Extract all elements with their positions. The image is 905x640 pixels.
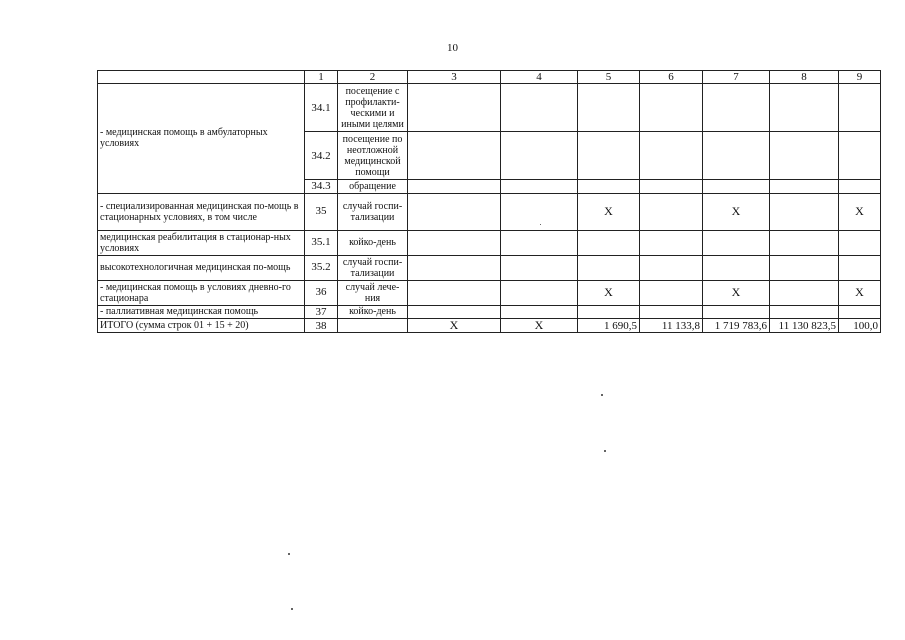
- cell-6: [640, 84, 703, 132]
- header-row: [98, 71, 881, 84]
- cell-7: [703, 84, 770, 132]
- cell-8: [770, 230, 839, 255]
- cell-4: [501, 84, 578, 132]
- cell-6: 11 133,8: [640, 318, 703, 332]
- cell-8: [770, 84, 839, 132]
- row-code: 35.2: [305, 255, 338, 280]
- scan-speck: [540, 224, 541, 225]
- cell-8: [770, 255, 839, 280]
- cell-7: [703, 180, 770, 193]
- row-label-total: ИТОГО (сумма строк 01 + 15 + 20): [98, 318, 305, 332]
- row-code: 36: [305, 280, 338, 305]
- table-row-38-total: [98, 318, 881, 332]
- cell-3: [408, 255, 501, 280]
- row-code: 38: [305, 318, 338, 332]
- row-code: 37: [305, 305, 338, 318]
- cell-9: [839, 255, 881, 280]
- header-cell-7: 7: [703, 71, 770, 84]
- scan-speck: [288, 553, 290, 555]
- header-cell-9: 9: [839, 71, 881, 84]
- cell-5: 1 690,5: [578, 318, 640, 332]
- table-row-35-1: [98, 230, 881, 255]
- cell-9: X: [839, 280, 881, 305]
- cell-6: [640, 305, 703, 318]
- table-row-36: [98, 280, 881, 305]
- row-code: 34.1: [305, 84, 338, 132]
- cell-9: [839, 305, 881, 318]
- cell-9: [839, 230, 881, 255]
- row-unit: случай лече-ния: [338, 280, 408, 305]
- cell-5: X: [578, 280, 640, 305]
- cell-5: X: [578, 193, 640, 230]
- cell-8: [770, 305, 839, 318]
- cell-4: [501, 180, 578, 193]
- table-row-35-2: [98, 255, 881, 280]
- header-cell-6: 6: [640, 71, 703, 84]
- cell-6: [640, 255, 703, 280]
- header-cell-1: 1: [305, 71, 338, 84]
- table-row-35: [98, 193, 881, 230]
- cell-6: [640, 180, 703, 193]
- cell-6: [640, 280, 703, 305]
- row-label: медицинская реабилитация в стационар-ных условиях: [98, 230, 305, 255]
- header-cell-3: 3: [408, 71, 501, 84]
- header-cell-8: 8: [770, 71, 839, 84]
- row-code: 35.1: [305, 230, 338, 255]
- cell-3: [408, 280, 501, 305]
- row-unit: койко-день: [338, 305, 408, 318]
- cell-9: [839, 180, 881, 193]
- scan-speck: [604, 450, 606, 452]
- cell-4: [501, 230, 578, 255]
- cell-8: [770, 132, 839, 180]
- row-code: 34.2: [305, 132, 338, 180]
- row-unit: койко-день: [338, 230, 408, 255]
- cell-7: [703, 132, 770, 180]
- cell-2: [338, 318, 408, 332]
- row-unit: посещение по неотложной медицинской помощи: [338, 132, 408, 180]
- cell-3: [408, 305, 501, 318]
- cell-3: [408, 132, 501, 180]
- cell-5: [578, 305, 640, 318]
- cell-4: [501, 193, 578, 230]
- cell-7: X: [703, 193, 770, 230]
- row-unit: обращение: [338, 180, 408, 193]
- statistics-table: [97, 70, 881, 333]
- row-label: - специализированная медицинская по-мощь в стационарных условиях, в том числе: [98, 193, 305, 230]
- header-cell-4: 4: [501, 71, 578, 84]
- cell-4: [501, 305, 578, 318]
- cell-4: [501, 280, 578, 305]
- cell-3: [408, 193, 501, 230]
- scan-speck: [291, 608, 293, 610]
- cell-3: X: [408, 318, 501, 332]
- cell-8: [770, 180, 839, 193]
- cell-6: [640, 230, 703, 255]
- cell-7: 1 719 783,6: [703, 318, 770, 332]
- cell-8: 11 130 823,5: [770, 318, 839, 332]
- page-number: 10: [447, 42, 458, 54]
- table-row-34-1: [98, 84, 881, 132]
- row-label: - медицинская помощь в условиях дневно-го стационара: [98, 280, 305, 305]
- cell-5: [578, 84, 640, 132]
- row-unit: случай госпи-тализации: [338, 255, 408, 280]
- cell-8: [770, 280, 839, 305]
- row-label-ambulatory: - медицинская помощь в амбулаторных условиях: [98, 84, 305, 193]
- cell-6: [640, 193, 703, 230]
- cell-4: [501, 132, 578, 180]
- cell-9: 100,0: [839, 318, 881, 332]
- header-cell-name: [98, 71, 305, 84]
- cell-7: [703, 230, 770, 255]
- cell-5: [578, 180, 640, 193]
- cell-6: [640, 132, 703, 180]
- cell-9: X: [839, 193, 881, 230]
- row-unit: посещение с профилакти-ческими и иными целями: [338, 84, 408, 132]
- row-label: высокотехнологичная медицинская по-мощь: [98, 255, 305, 280]
- row-unit: случай госпи-тализации: [338, 193, 408, 230]
- cell-4: X: [501, 318, 578, 332]
- row-code: 34.3: [305, 180, 338, 193]
- cell-5: [578, 132, 640, 180]
- header-cell-2: 2: [338, 71, 408, 84]
- cell-7: X: [703, 280, 770, 305]
- header-cell-5: 5: [578, 71, 640, 84]
- cell-5: [578, 230, 640, 255]
- cell-4: [501, 255, 578, 280]
- cell-7: [703, 305, 770, 318]
- cell-3: [408, 230, 501, 255]
- cell-5: [578, 255, 640, 280]
- scan-speck: [601, 394, 603, 396]
- cell-7: [703, 255, 770, 280]
- row-code: 35: [305, 193, 338, 230]
- cell-3: [408, 84, 501, 132]
- cell-3: [408, 180, 501, 193]
- row-label: - паллиативная медицинская помощь: [98, 305, 305, 318]
- cell-9: [839, 84, 881, 132]
- cell-8: [770, 193, 839, 230]
- table-row-37: [98, 305, 881, 318]
- cell-9: [839, 132, 881, 180]
